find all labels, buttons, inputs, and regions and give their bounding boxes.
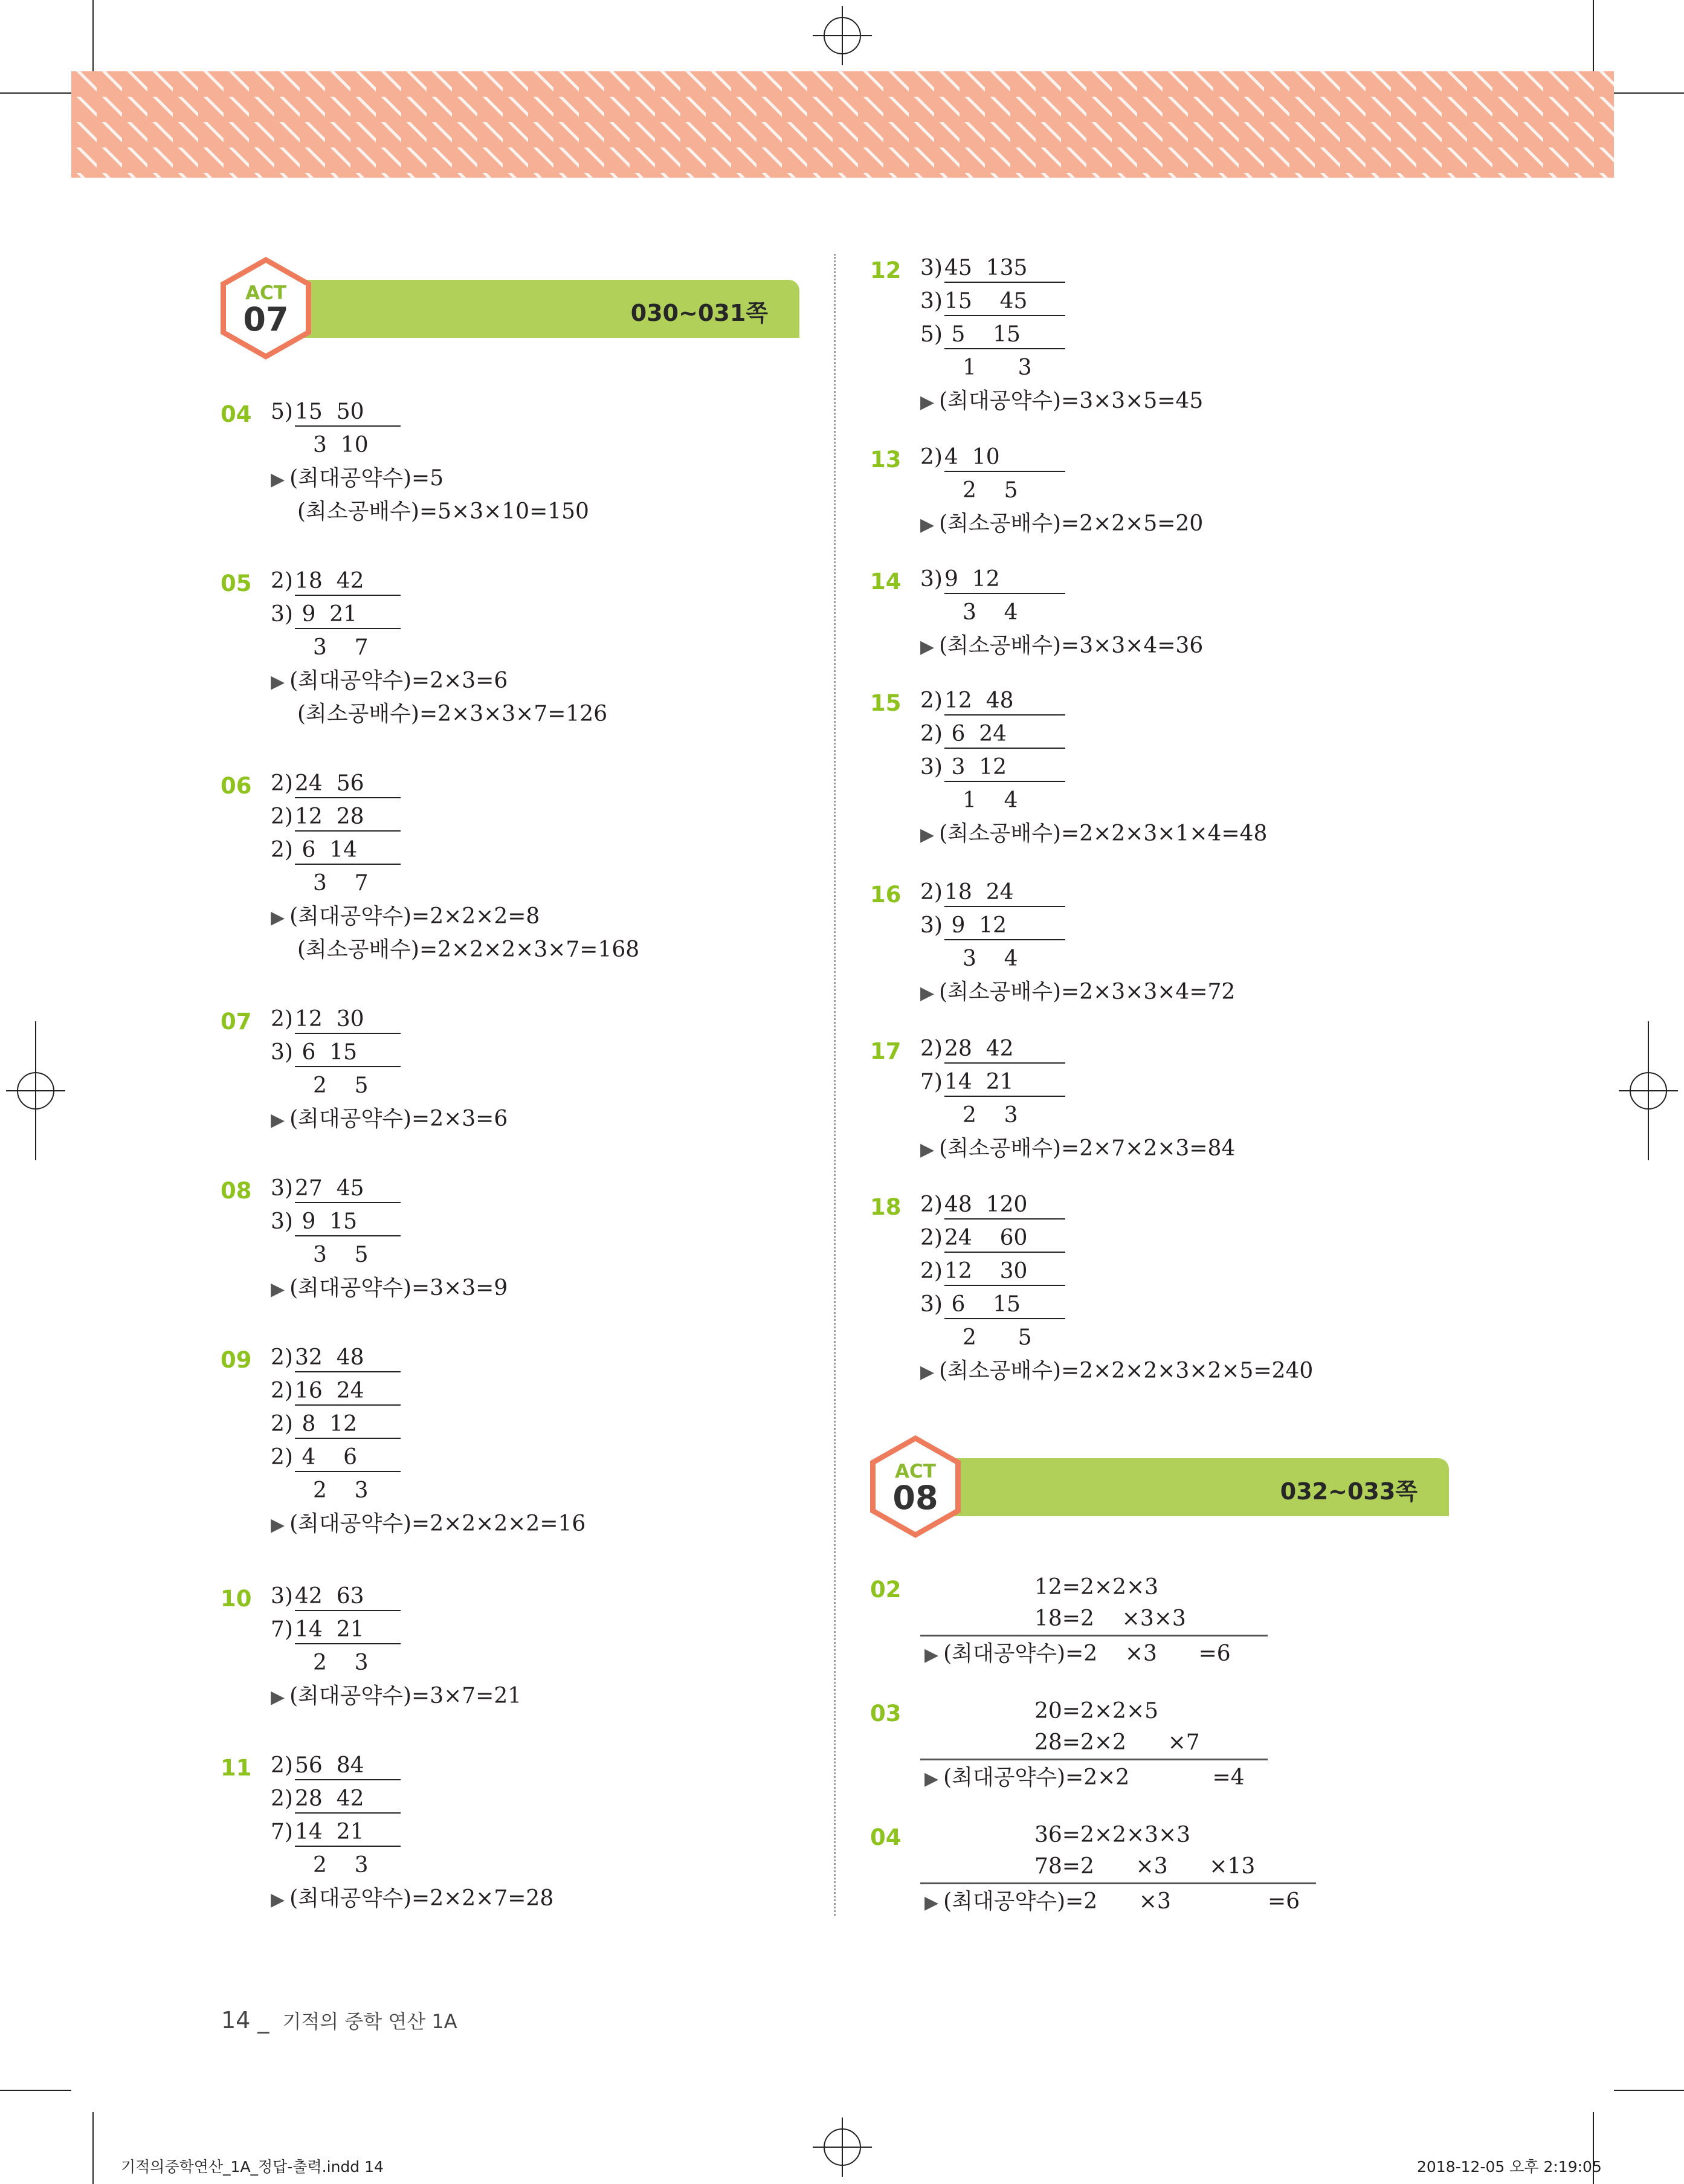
dividend-row: 15 50: [295, 399, 401, 427]
answer-line: [297, 499, 589, 525]
dividend-row: 9 12: [944, 566, 1065, 594]
dividend-row: 3 12: [944, 754, 1065, 782]
dividend-row: 12 30: [295, 1006, 401, 1034]
factor-line: 36=2×2×3×3: [1034, 1823, 1191, 1847]
quotient-row: 2 3: [313, 1478, 369, 1503]
trim-mark: [0, 92, 71, 94]
answer-line: [920, 388, 1203, 416]
factor-line: 18=2 ×3×3: [1034, 1606, 1186, 1631]
act-08-header: [870, 1435, 1449, 1538]
answer-text: (최소공배수)=2×2×2×3×7=168: [297, 937, 640, 962]
divisor: 3): [920, 289, 943, 314]
divisor: 2): [271, 1412, 293, 1436]
dividend-row: 18 42: [295, 568, 401, 596]
answer-line: [920, 1136, 1235, 1163]
dividend-row: 28 42: [295, 1786, 401, 1814]
answer-line: [920, 633, 1203, 661]
dividend-row: 48 120: [944, 1192, 1065, 1220]
quotient-row: 3 4: [963, 600, 1018, 625]
arrow-icon: ▶: [920, 1362, 935, 1383]
problem-number: 17: [870, 1038, 902, 1064]
problem-number: 07: [221, 1009, 252, 1035]
trim-mark: [1614, 92, 1684, 94]
problem-number: 02: [870, 1577, 902, 1603]
problem-number: 11: [221, 1755, 252, 1781]
arrow-icon: ▶: [271, 907, 285, 928]
problem-number: 03: [870, 1701, 902, 1727]
answer-text: (최대공약수)=3×3×5=45: [939, 389, 1204, 413]
act-number: 07: [243, 300, 289, 338]
answer-line: [920, 821, 1267, 848]
arrow-icon: ▶: [924, 1644, 939, 1665]
divisor: 7): [271, 1820, 293, 1844]
dividend-row: 12 28: [295, 804, 401, 832]
problem-number: 12: [870, 257, 902, 283]
divisor: 2): [271, 1345, 293, 1370]
problem-number: 18: [870, 1194, 902, 1220]
dividend-row: 8 12: [295, 1411, 401, 1439]
answer-line: [271, 1275, 508, 1303]
trim-mark: [0, 2090, 71, 2091]
dividend-row: 56 84: [295, 1753, 401, 1780]
act-07-header: [221, 257, 799, 360]
answer-text: (최소공배수)=2×3×3×7=126: [297, 702, 608, 726]
answer-text: (최소공배수)=2×7×2×3=84: [939, 1136, 1236, 1161]
registration-mark: [824, 2128, 861, 2166]
page-range: 032~033쪽: [1280, 1478, 1418, 1505]
trim-mark: [92, 2112, 94, 2184]
quotient-row: 2 5: [313, 1073, 369, 1098]
divisor: 3): [271, 1176, 293, 1201]
problem-number: 14: [870, 569, 902, 595]
answer-text: (최대공약수)=2×3=6: [289, 668, 508, 693]
dividend-row: 6 15: [944, 1291, 1065, 1319]
problem-number: 16: [870, 882, 902, 908]
arrow-icon: ▶: [924, 1892, 939, 1913]
factor-line: 20=2×2×5: [1034, 1699, 1159, 1724]
answer-text: (최소공배수)=5×3×10=150: [297, 499, 589, 524]
act-label: ACT: [245, 282, 286, 304]
problem-number: 06: [221, 773, 252, 799]
arrow-icon: ▶: [271, 469, 285, 490]
quotient-row: 3 4: [963, 946, 1018, 971]
quotient-row: 3 10: [313, 433, 369, 457]
divisor: 2): [271, 804, 293, 829]
divisor: 2): [920, 688, 943, 713]
dividend-row: 12 48: [944, 688, 1065, 716]
answer-text: (최대공약수)=2×2 =4: [943, 1765, 1245, 1790]
divisor: 2): [271, 569, 293, 593]
dividend-row: 9 15: [295, 1209, 401, 1236]
answer-text: (최대공약수)=2×2×2=8: [289, 904, 540, 929]
dividend-row: 24 60: [944, 1225, 1065, 1253]
divisor: 3): [920, 256, 943, 280]
factor-line: 12=2×2×3: [1034, 1575, 1159, 1600]
registration-mark: [1630, 1072, 1667, 1110]
answer-line: [271, 1885, 553, 1913]
problem-number: 13: [870, 447, 902, 473]
dividend-row: 9 12: [944, 913, 1065, 940]
dividend-row: 28 42: [944, 1036, 1065, 1064]
problem-number: 05: [221, 570, 252, 596]
factor-line: 28=2×2 ×7: [1034, 1730, 1200, 1755]
header-pattern-band: [71, 71, 1614, 178]
dividend-row: 27 45: [295, 1175, 401, 1203]
dividend-row: 18 24: [944, 879, 1065, 907]
dividend-row: 6 14: [295, 837, 401, 865]
arrow-icon: ▶: [920, 392, 935, 413]
answer-text: (최대공약수)=2×2×2×2=16: [289, 1511, 586, 1536]
dividend-row: 4 6: [295, 1444, 401, 1472]
divisor: 2): [920, 1036, 943, 1061]
trim-mark: [1593, 0, 1594, 71]
registration-mark: [824, 17, 861, 54]
dividend-row: 4 10: [944, 444, 1065, 472]
arrow-icon: ▶: [920, 824, 935, 845]
answer-line: [271, 1511, 586, 1539]
trim-mark: [1614, 2090, 1684, 2091]
quotient-row: 3 5: [313, 1242, 369, 1267]
dividend-row: 9 21: [295, 601, 401, 629]
problem-number: 15: [870, 690, 902, 716]
quotient-row: 2 5: [963, 1325, 1032, 1350]
print-slug-timestamp: 2018-12-05 오후 2:19:05: [1417, 2158, 1602, 2176]
divisor: 2): [920, 1259, 943, 1284]
quotient-row: 3 7: [313, 635, 369, 660]
arrow-icon: ▶: [271, 1279, 285, 1300]
dividend-row: 12 30: [944, 1258, 1065, 1286]
dividend-row: 14 21: [295, 1617, 401, 1644]
column-divider: [834, 254, 836, 1916]
dividend-row: 5 15: [944, 321, 1065, 349]
page-number: 14 _: [221, 2007, 269, 2034]
answer-line: [920, 1358, 1313, 1386]
dividend-row: 6 24: [944, 721, 1065, 749]
page-range: 030~031쪽: [630, 300, 768, 326]
dividend-row: 14 21: [295, 1819, 401, 1847]
problem-number: 08: [221, 1178, 252, 1204]
divisor: 2): [271, 1786, 293, 1811]
divisor: 3): [920, 567, 943, 592]
answer-line: [920, 979, 1235, 1007]
divisor: 3): [271, 602, 293, 627]
divisor: 2): [271, 771, 293, 796]
divisor: 2): [920, 1192, 943, 1217]
answer-text: (최소공배수)=2×2×3×1×4=48: [939, 821, 1268, 846]
answer-text: (최대공약수)=2 ×3 =6: [943, 1641, 1231, 1666]
answer-text: (최대공약수)=3×7=21: [289, 1684, 522, 1708]
divisor: 2): [920, 1226, 943, 1250]
page-footer: [221, 2006, 457, 2034]
quotient-row: 2 3: [313, 1650, 369, 1675]
divisor: 3): [271, 1040, 293, 1065]
answer-text: (최대공약수)=2×3=6: [289, 1107, 508, 1131]
arrow-icon: ▶: [271, 1889, 285, 1910]
answer-line: [271, 1683, 521, 1711]
sum-rule: [920, 1882, 1316, 1884]
arrow-icon: ▶: [271, 1110, 285, 1131]
divisor: 7): [271, 1617, 293, 1642]
answer-line: [271, 903, 540, 931]
arrow-icon: ▶: [920, 514, 935, 535]
answer-line: [271, 668, 508, 696]
divisor: 5): [920, 322, 943, 347]
act-number: 08: [892, 1479, 938, 1517]
answer-text: (최대공약수)=3×3=9: [289, 1276, 508, 1300]
quotient-row: 1 3: [963, 355, 1032, 380]
registration-mark: [17, 1072, 54, 1110]
divisor: 3): [920, 913, 943, 938]
problem-number: 09: [221, 1347, 252, 1373]
divisor: 2): [271, 1007, 293, 1032]
answer-text: (최대공약수)=2×2×7=28: [289, 1886, 554, 1911]
trim-mark: [92, 0, 94, 71]
divisor: 3): [920, 1292, 943, 1317]
divisor: 2): [920, 880, 943, 905]
divisor: 2): [271, 838, 293, 862]
act-label: ACT: [895, 1461, 936, 1482]
arrow-icon: ▶: [271, 671, 285, 693]
dividend-row: 24 56: [295, 771, 401, 798]
problem-number: 10: [221, 1586, 252, 1612]
divisor: 2): [271, 1753, 293, 1778]
dividend-row: 45 135: [944, 255, 1065, 283]
print-slug-file: 기적의중학연산_1A_정답-출력.indd 14: [121, 2158, 384, 2176]
book-title: 기적의 중학 연산 1A: [282, 2010, 457, 2033]
dividend-row: 42 63: [295, 1583, 401, 1611]
divisor: 2): [920, 722, 943, 746]
problem-number: 04: [221, 401, 252, 427]
problem-number: 04: [870, 1824, 902, 1850]
quotient-row: 2 3: [963, 1103, 1018, 1128]
answer-line: [920, 511, 1203, 538]
arrow-icon: ▶: [920, 636, 935, 657]
dividend-row: 16 24: [295, 1378, 401, 1406]
answer-line: [924, 1888, 1300, 1916]
dividend-row: 14 21: [944, 1069, 1065, 1097]
answer-line: [924, 1641, 1231, 1669]
dividend-row: 15 45: [944, 288, 1065, 316]
quotient-row: 3 7: [313, 871, 369, 896]
arrow-icon: ▶: [271, 1687, 285, 1708]
quotient-row: 2 3: [313, 1853, 369, 1878]
quotient-row: 1 4: [963, 788, 1018, 813]
divisor: 3): [271, 1209, 293, 1234]
divisor: 2): [271, 1378, 293, 1403]
answer-text: (최소공배수)=2×2×2×3×2×5=240: [939, 1359, 1314, 1383]
divisor: 3): [920, 755, 943, 780]
answer-text: (최소공배수)=2×2×5=20: [939, 511, 1204, 536]
sum-rule: [920, 1759, 1268, 1760]
factor-line: 78=2 ×3 ×13: [1034, 1854, 1256, 1879]
divisor: 2): [271, 1445, 293, 1470]
arrow-icon: ▶: [271, 1514, 285, 1536]
divisor: 2): [920, 445, 943, 470]
divisor: 7): [920, 1070, 943, 1094]
quotient-row: 2 5: [963, 478, 1018, 503]
divisor: 3): [271, 1584, 293, 1609]
answer-line: [271, 1106, 508, 1134]
arrow-icon: ▶: [924, 1768, 939, 1789]
answer-text: (최대공약수)=2 ×3 =6: [943, 1889, 1300, 1914]
answer-text: (최소공배수)=2×3×3×4=72: [939, 980, 1236, 1004]
answer-text: (최소공배수)=3×3×4=36: [939, 633, 1204, 658]
divisor: 5): [271, 399, 293, 424]
answer-line: [297, 701, 607, 728]
arrow-icon: ▶: [920, 1139, 935, 1160]
answer-line: [297, 937, 639, 963]
sum-rule: [920, 1635, 1268, 1636]
dividend-row: 32 48: [295, 1345, 401, 1372]
arrow-icon: ▶: [920, 983, 935, 1004]
answer-text: (최대공약수)=5: [289, 466, 444, 491]
dividend-row: 6 15: [295, 1039, 401, 1067]
answer-line: [924, 1765, 1245, 1792]
answer-line: [271, 465, 444, 493]
